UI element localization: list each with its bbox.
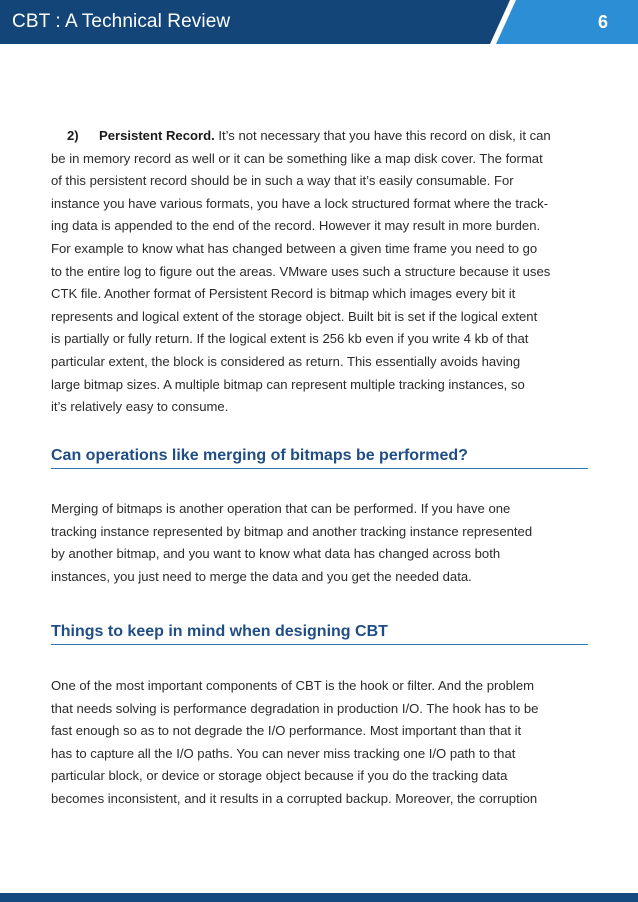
page-number: 6	[597, 12, 608, 32]
text-line: ing data is appended to the end of the record. However it may result in more burden.	[51, 218, 541, 234]
text-line: that needs solving is performance degradation in production I/O. The hook has to be	[51, 700, 539, 716]
text-line: is partially or fully return. If the logical extent is 256 kb even if you write 4 kb of that	[51, 331, 529, 347]
text-line: by another bitmap, and you want to know what data has changed across both	[51, 546, 501, 562]
text-line: it’s relatively easy to consume.	[51, 399, 229, 415]
text-line: represents and logical extent of the storage object. Built bit is set if the logical extent	[51, 308, 538, 324]
text-line: large bitmap sizes. A multiple bitmap can represent multiple tracking instances, so	[51, 376, 525, 392]
page-header	[0, 0, 638, 44]
heading-merging-bitmaps: Can operations like merging of bitmaps be performed?	[51, 446, 588, 469]
merging-paragraph	[51, 498, 592, 588]
text-line: It’s not necessary that you have this record on disk, it can	[214, 128, 551, 143]
text-line: tracking instance represented by bitmap and another tracking instance represented	[51, 523, 533, 539]
heading-designing-cbt: Things to keep in mind when designing CBT	[51, 622, 588, 645]
text-line: instances, you just need to merge the data and you get the needed data.	[51, 568, 472, 584]
document-title: CBT : A Technical Review	[12, 11, 231, 32]
paragraph-first-line	[51, 125, 592, 148]
text-line: be in memory record as well or it can be something like a map disk cover. The format	[51, 150, 543, 166]
text-line: particular extent, the block is considered as return. This essentially avoids having	[51, 353, 521, 369]
design-paragraph	[51, 675, 592, 811]
text-line: becomes inconsistent, and it results in a corrupted backup. Moreover, the corruption	[51, 790, 538, 806]
persistent-record-paragraph	[51, 125, 592, 419]
header-bar-light	[496, 0, 638, 44]
text-line: of this persistent record should be in such a way that it’s easily consumable. For	[51, 173, 514, 189]
persistent-record-label: Persistent Record.	[99, 128, 215, 143]
text-line: particular block, or device or storage object because if you do the tracking data	[51, 768, 508, 784]
page-footer-bar	[0, 893, 638, 902]
text-line: has to capture all the I/O paths. You can never miss tracking one I/O path to that	[51, 745, 516, 761]
text-line: Merging of bitmaps is another operation that can be performed. If you have one	[51, 501, 511, 516]
text-line: to the entire log to figure out the areas. VMware uses such a structure because it uses	[51, 263, 551, 279]
list-number: 2)	[67, 128, 79, 143]
text-line: instance you have various formats, you have a lock structured format where the track-	[51, 195, 549, 211]
text-line: CTK file. Another format of Persistent Record is bitmap which images every bit it	[51, 286, 516, 302]
text-line: fast enough so as to not degrade the I/O performance. Most important than that it	[51, 723, 522, 739]
text-line: For example to know what has changed between a given time frame you need to go	[51, 240, 538, 256]
text-line: One of the most important components of CBT is the hook or filter. And the problem	[51, 678, 535, 693]
